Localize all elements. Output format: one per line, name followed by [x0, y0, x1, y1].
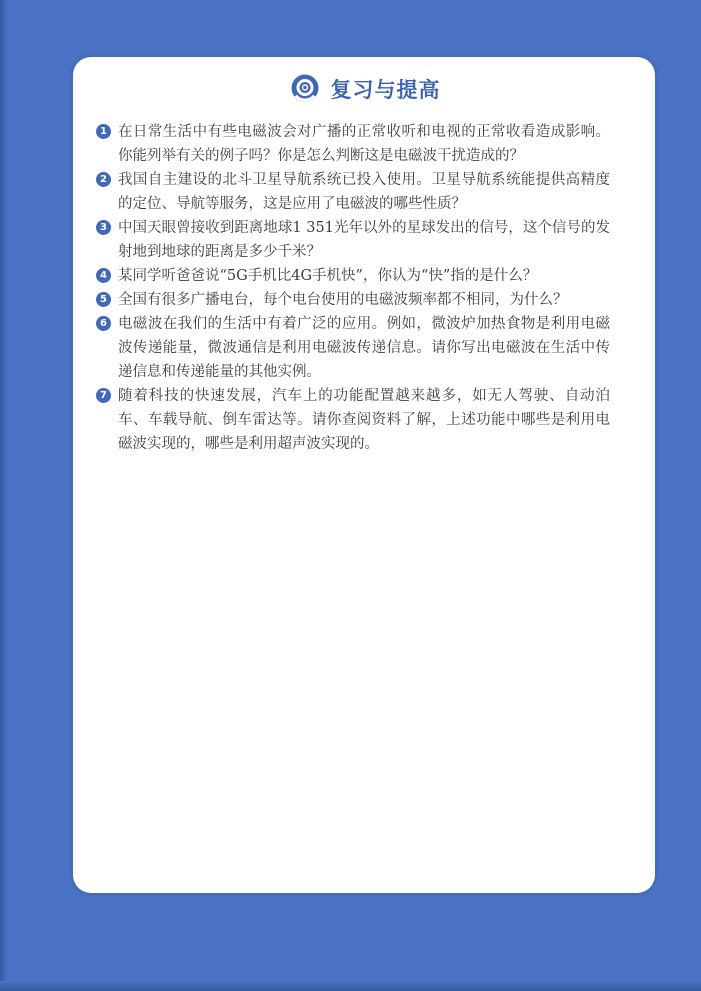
question-number-badge: 2: [96, 172, 111, 187]
question-text: 电磁波在我们的生活中有着广泛的应用。例如，微波炉加热食物是利用电磁波传递能量，微波通信是利用电磁波传递信息。请你写出电磁波在生活中传递信息和传递能量的其他实例。: [118, 316, 610, 380]
question-text: 某同学听爸爸说“5G手机比4G手机快”，你认为“快”指的是什么？: [118, 268, 538, 284]
page-left-edge-shadow: [0, 0, 7, 991]
question-number-badge: 7: [96, 388, 111, 403]
question-item: [96, 216, 610, 264]
section-header: [73, 72, 655, 106]
page-bottom-edge-shadow: [0, 981, 701, 991]
question-item: [96, 120, 610, 168]
question-item: [96, 168, 610, 216]
question-list: [96, 120, 610, 456]
question-item: [96, 264, 610, 288]
content-card: [73, 57, 655, 893]
question-number-badge: 6: [96, 316, 111, 331]
question-text: 中国天眼曾接收到距离地球1 351光年以外的星球发出的信号，这个信号的发射地到地球的距离是多少千米？: [118, 220, 610, 260]
question-item: [96, 384, 610, 456]
concentric-target-icon: [288, 72, 322, 106]
question-text: 全国有很多广播电台，每个电台使用的电磁波频率都不相同，为什么？: [118, 292, 568, 308]
question-number-badge: 3: [96, 220, 111, 235]
section-title: 复习与提高: [330, 78, 441, 102]
question-number-badge: 4: [96, 268, 111, 283]
question-item: [96, 312, 610, 384]
question-number-badge: 1: [96, 124, 111, 139]
question-text: 随着科技的快速发展，汽车上的功能配置越来越多，如无人驾驶、自动泊车、车载导航、倒车雷达等。请你查阅资料了解，上述功能中哪些是利用电磁波实现的，哪些是利用超声波实现的。: [118, 388, 610, 452]
question-text: 在日常生活中有些电磁波会对广播的正常收听和电视的正常收看造成影响。你能列举有关的例子吗？你是怎么判断这是电磁波干扰造成的？: [118, 124, 610, 164]
question-number-badge: 5: [96, 292, 111, 307]
question-item: [96, 288, 610, 312]
question-text: 我国自主建设的北斗卫星导航系统已投入使用。卫星导航系统能提供高精度的定位、导航等服务，这是应用了电磁波的哪些性质？: [118, 172, 610, 212]
